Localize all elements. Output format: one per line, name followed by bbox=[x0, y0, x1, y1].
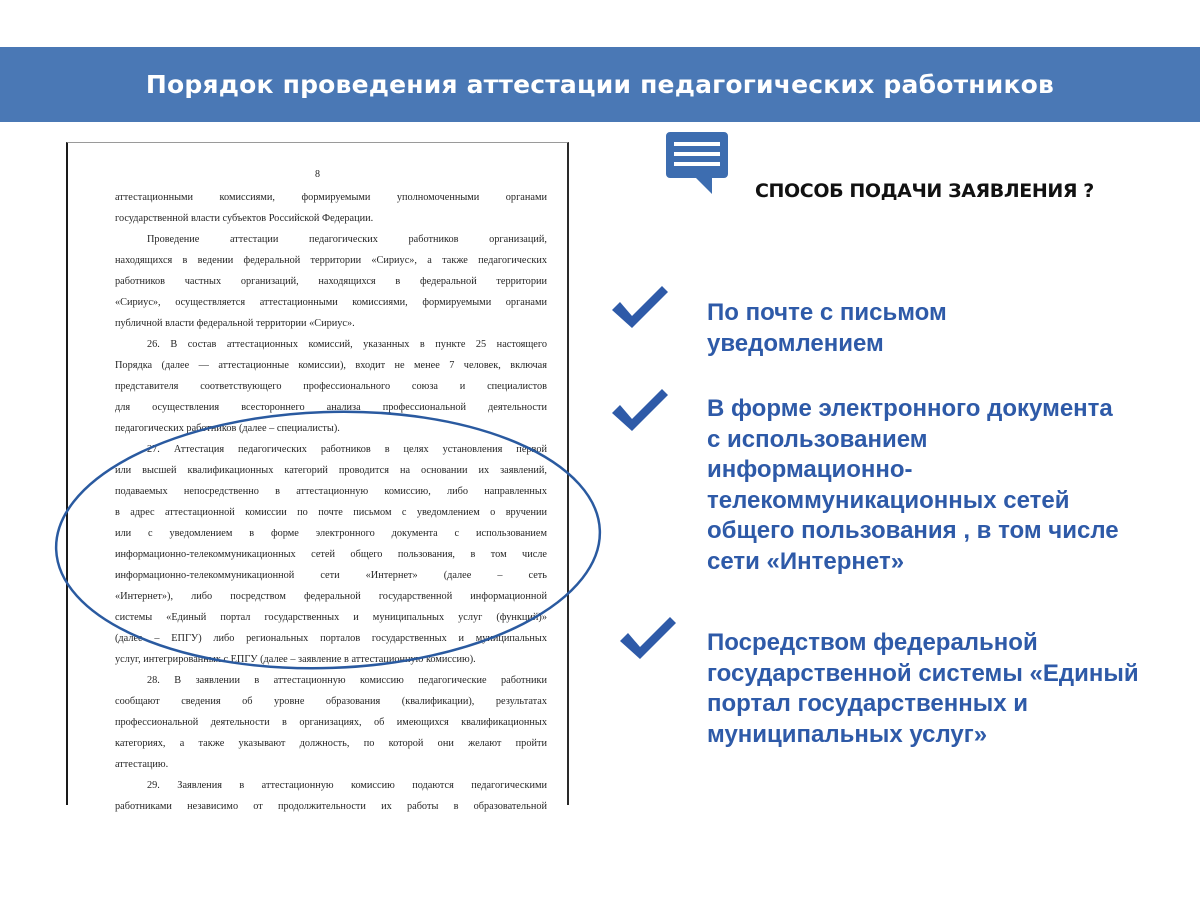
slide-title: Порядок проведения аттестации педагогических работников bbox=[145, 70, 1055, 99]
document-line: услуг, интегрированных с ЕПГУ (далее – заявление в аттестационную комиссию). bbox=[115, 654, 476, 665]
option-electronic: В форме электронного документа с использованием информационно- телекоммуникационных сетей общего пользования , в том числе сети «Интернет» bbox=[707, 395, 1119, 575]
checkmark-icon bbox=[610, 385, 670, 435]
document-line: 26. В состав аттестационных комиссий, указанных в пункте 25 настоящего bbox=[147, 339, 547, 350]
document-line: педагогических работников (далее – специалисты). bbox=[115, 423, 340, 434]
document-line: или высшей квалификационных категорий проводится на основании их заявлений, bbox=[115, 465, 547, 476]
document-line: аттестацию. bbox=[115, 759, 169, 770]
checkmark-icon bbox=[610, 282, 670, 332]
document-line: для осуществления всестороннего анализа профессиональной деятельности bbox=[115, 402, 547, 413]
document-line: Порядка (далее — аттестационные комиссии), входит не менее 7 человек, включая bbox=[115, 360, 547, 371]
document-line: работниками независимо от продолжительности их работы в образовательной bbox=[115, 801, 547, 812]
document-line: представителя соответствующего профессионального союза и специалистов bbox=[115, 381, 547, 392]
header-bar bbox=[0, 47, 1200, 122]
document-line: Проведение аттестации педагогических работников организаций, bbox=[147, 234, 547, 245]
document-line: «Интернет»), либо посредством федеральной государственной информационной bbox=[115, 591, 547, 602]
option-mail: По почте с письмом уведомлением bbox=[707, 299, 947, 357]
scanned-document bbox=[66, 142, 569, 812]
question-heading: СПОСОБ ПОДАЧИ ЗАЯВЛЕНИЯ ? bbox=[755, 180, 1094, 202]
option-portal: Посредством федеральной государственной системы «Единый портал государственных и муниципальных услуг» bbox=[707, 629, 1139, 748]
document-line: системы «Единый портал государственных и муниципальных услуг (функций)» bbox=[115, 612, 547, 623]
document-line: сообщают сведения об уровне образования (квалификации), результатах bbox=[115, 696, 547, 707]
document-line: публичной власти федеральной территории «Сириус». bbox=[115, 318, 355, 329]
document-page-number: 8 bbox=[315, 169, 320, 180]
document-line: «Сириус», осуществляется аттестационными комиссиями, формируемыми органами bbox=[115, 297, 547, 308]
document-line: 27. Аттестация педагогических работников в целях установления первой bbox=[147, 444, 547, 455]
document-line: работников частных организаций, находящихся в федеральной территории bbox=[115, 276, 547, 287]
document-line: информационно-телекоммуникационной сети «Интернет» (далее – сеть bbox=[115, 570, 547, 581]
chat-bubble-icon bbox=[664, 130, 730, 196]
document-line: государственной власти субъектов Российской Федерации. bbox=[115, 213, 374, 224]
document-line: профессиональной деятельности в организациях, об имеющихся квалификационных bbox=[115, 717, 547, 728]
document-line: в адрес аттестационной комиссии по почте письмом с уведомлением о вручении bbox=[115, 507, 547, 518]
document-line: 29. Заявления в аттестационную комиссию подаются педагогическими bbox=[147, 780, 547, 791]
document-line: аттестационными комиссиями, формируемыми уполномоченными органами bbox=[115, 192, 547, 203]
document-line: подаваемых непосредственно в аттестационную комиссию, либо направленных bbox=[115, 486, 547, 497]
document-line: (далее – ЕПГУ) либо региональных порталов государственных и муниципальных bbox=[115, 633, 547, 644]
checkmark-icon bbox=[618, 613, 678, 663]
document-line: или с уведомлением в форме электронного документа с использованием bbox=[115, 528, 547, 539]
document-line: категориях, а также указывают должность, по которой они желают пройти bbox=[115, 738, 547, 749]
document-line: информационно-телекоммуникационных сетей общего пользования, в том числе bbox=[115, 549, 547, 560]
document-line: находящихся в ведении федеральной территории «Сириус», а также педагогических bbox=[115, 255, 547, 266]
document-line: 28. В заявлении в аттестационную комиссию педагогические работники bbox=[147, 675, 547, 686]
